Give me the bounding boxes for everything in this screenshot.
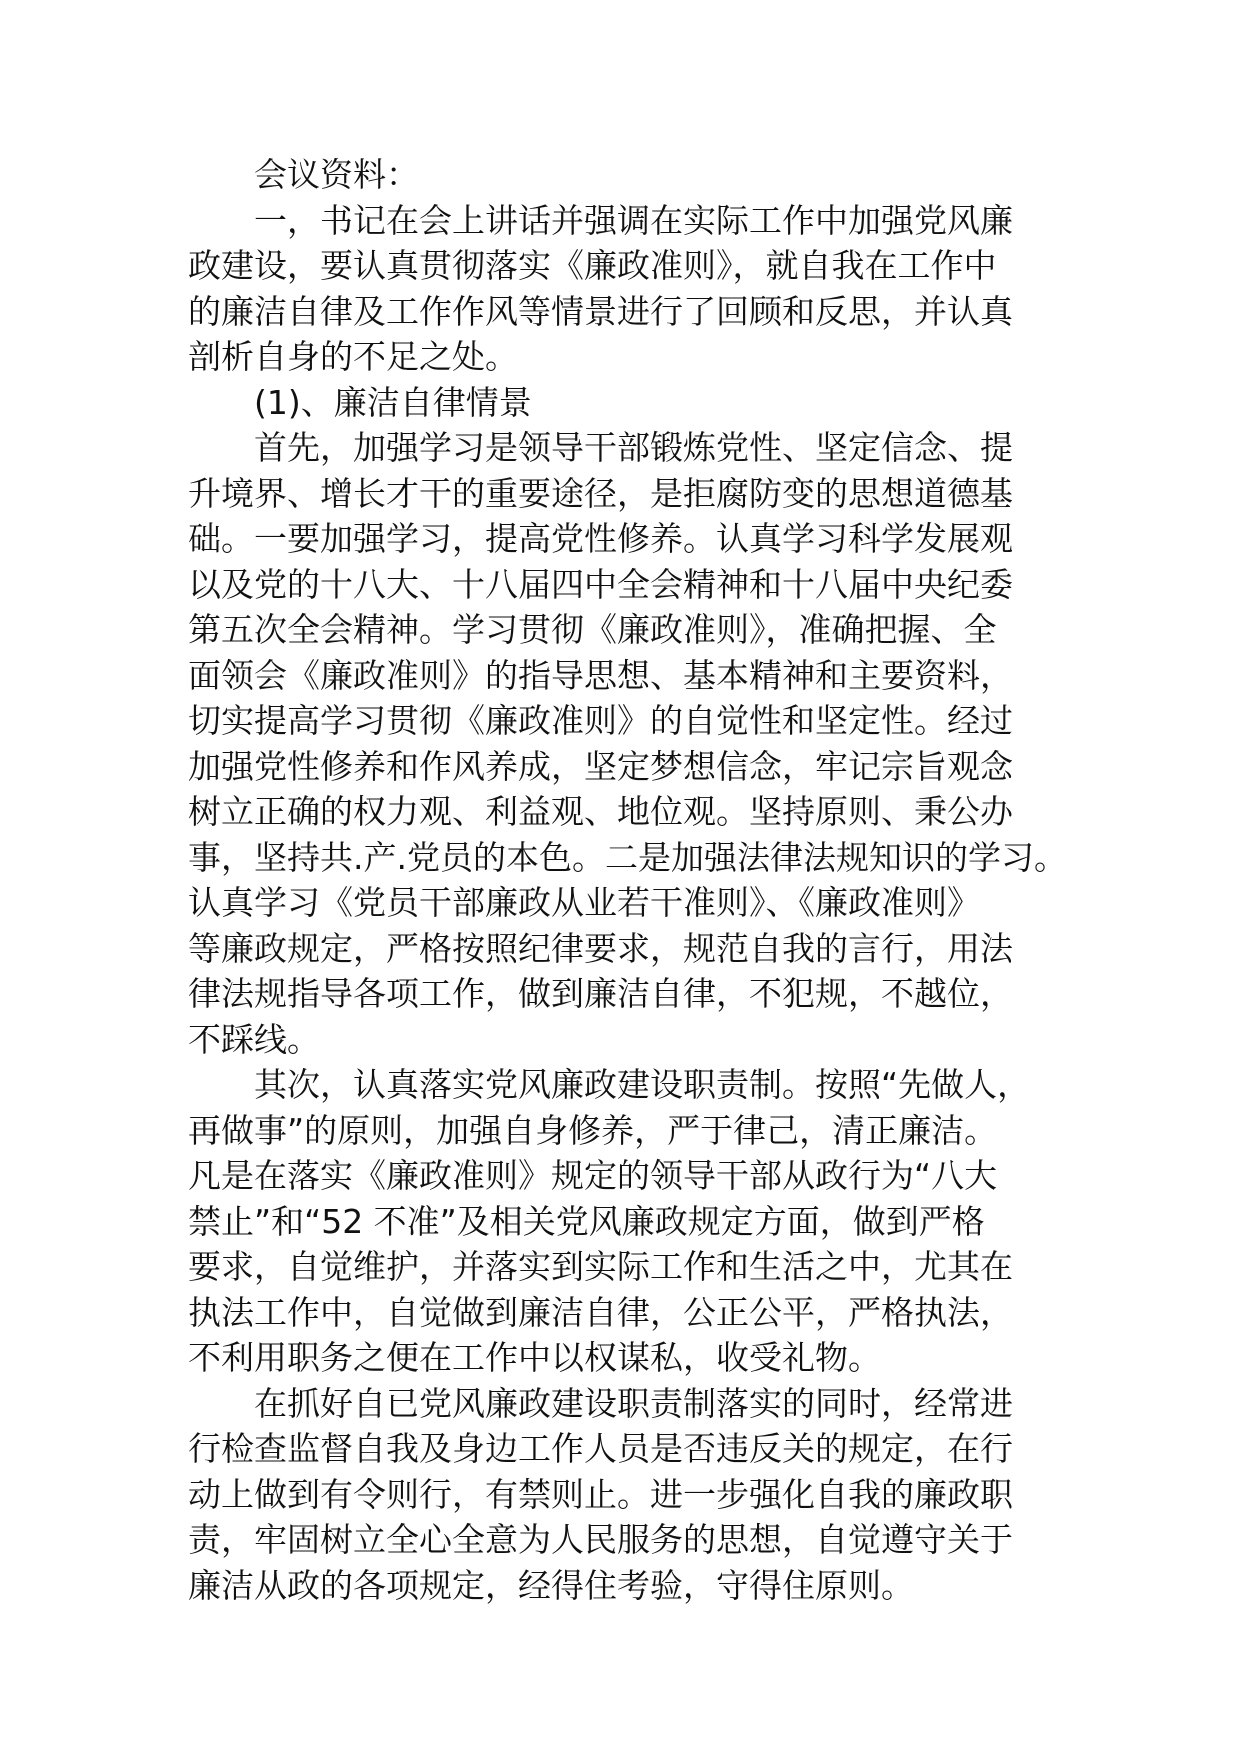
text-line: 的廉洁自律及工作作风等情景进行了回顾和反思，并认真 — [188, 291, 1013, 331]
text-line: 不利用职务之便在工作中以权谋私，收受礼物。 — [188, 1338, 881, 1377]
text-line: 面领会《廉政准则》的指导思想、基本精神和主要资料， — [188, 655, 1013, 695]
document-body — [188, 152, 1067, 1608]
text-line: 事，坚持共.产.党员的本色。二是加强法律法规知识的学习。 — [188, 837, 1067, 877]
text-line: 剖析自身的不足之处。 — [188, 337, 518, 376]
text-line: 树立正确的权力观、利益观、地位观。坚持原则、秉公办 — [188, 792, 1013, 831]
text-line: 不踩线。 — [188, 1019, 320, 1059]
text-line: 执法工作中，自觉做到廉洁自律，公正公平，严格执法， — [188, 1292, 1013, 1332]
text-line: 政建设，要认真贯彻落实《廉政准则》，就自我在工作中 — [188, 246, 997, 285]
text-line: 行检查监督自我及身边工作人员是否违反关的规定，在行 — [188, 1429, 1013, 1468]
text-line: 一，书记在会上讲话并强调在实际工作中加强党风廉 — [254, 200, 1013, 240]
text-line: 动上做到有令则行，有禁则止。进一步强化自我的廉政职 — [188, 1474, 1013, 1514]
text-line: (1)、廉洁自律情景 — [254, 382, 532, 422]
text-line: 以及党的十八大、十八届四中全会精神和十八届中央纪委 — [188, 564, 1013, 604]
text-line: 廉洁从政的各项规定，经得住考验，守得住原则。 — [188, 1565, 914, 1605]
text-line: 其次，认真落实党风廉政建设职责制。按照“先做人， — [254, 1065, 1031, 1104]
text-line: 律法规指导各项工作，做到廉洁自律，不犯规，不越位， — [188, 974, 1013, 1013]
text-line: 切实提高学习贯彻《廉政准则》的自觉性和坚定性。经过 — [188, 701, 1013, 740]
text-line: 升境界、增长才干的重要途径，是拒腐防变的思想道德基 — [188, 473, 1013, 513]
text-line: 要求，自觉维护，并落实到实际工作和生活之中，尤其在 — [188, 1247, 1013, 1286]
text-line: 凡是在落实《廉政准则》规定的领导干部从政行为“八大 — [188, 1156, 998, 1195]
text-line: 责，牢固树立全心全意为人民服务的思想，自觉遵守关于 — [188, 1520, 1013, 1559]
text-line: 认真学习《党员干部廉政从业若干准则》、《廉政准则》 — [188, 883, 980, 922]
text-line: 首先，加强学习是领导干部锻炼党性、坚定信念、提 — [254, 428, 1013, 467]
text-line: 础。一要加强学习，提高党性修养。认真学习科学发展观 — [188, 519, 1013, 558]
text-line: 加强党性修养和作风养成，坚定梦想信念，牢记宗旨观念 — [188, 746, 1013, 786]
text-line: 在抓好自已党风廉政建设职责制落实的同时，经常进 — [254, 1383, 1013, 1423]
text-line: 禁止”和“52 不准”及相关党风廉政规定方面，做到严格 — [188, 1201, 985, 1241]
text-line: 第五次全会精神。学习贯彻《廉政准则》，准确把握、全 — [188, 610, 997, 649]
text-line: 再做事”的原则，加强自身修养，严于律己，清正廉洁。 — [188, 1110, 998, 1150]
text-line: 会议资料： — [254, 155, 419, 194]
text-line: 等廉政规定，严格按照纪律要求，规范自我的言行，用法 — [188, 928, 1013, 968]
